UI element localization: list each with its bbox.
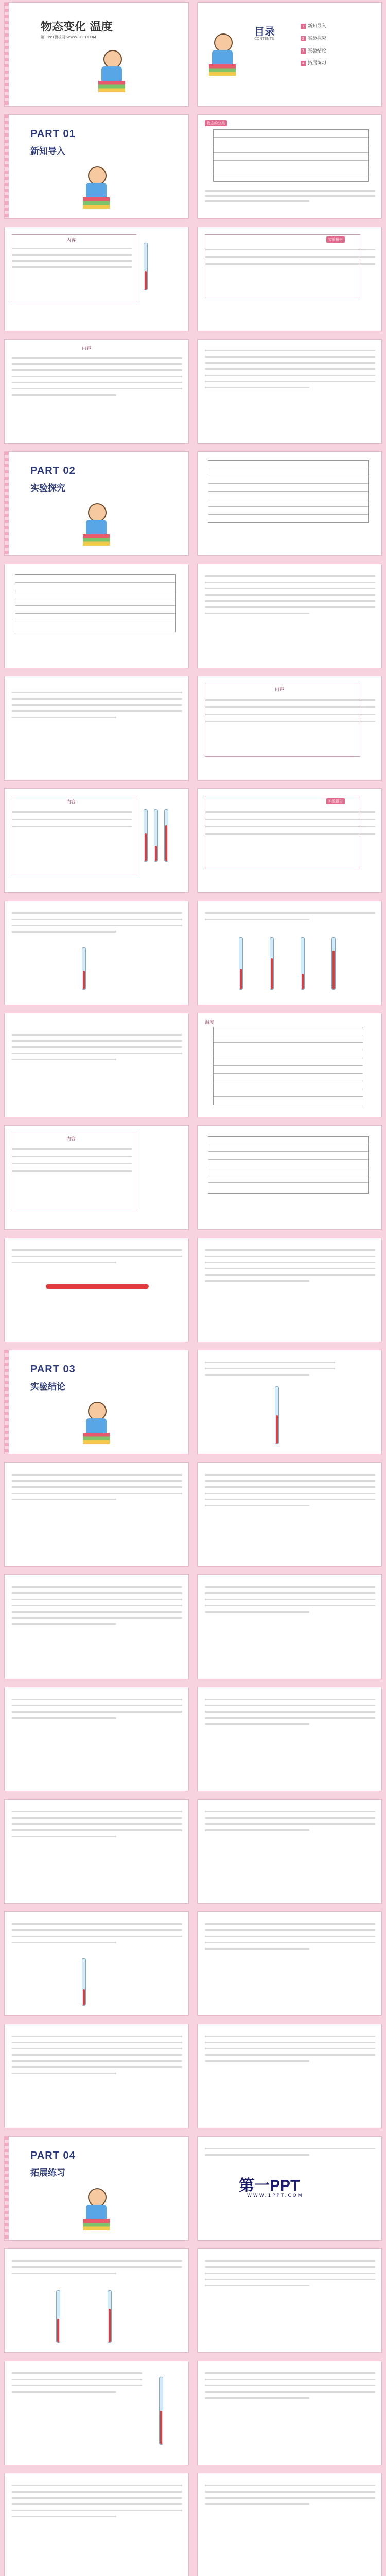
cover-title: 物态变化 温度	[41, 21, 113, 33]
kid-illustration	[82, 503, 111, 547]
content-box	[12, 796, 136, 874]
decorative-strip	[5, 115, 9, 218]
slide-exp-table	[4, 564, 189, 668]
data-table	[213, 129, 369, 182]
slide-question-1	[4, 1238, 189, 1342]
slide-text-13	[197, 1911, 382, 2016]
slide-text-10	[4, 1799, 189, 1904]
content-box	[12, 234, 136, 302]
slide-thermometers	[197, 901, 382, 1005]
part-label: PART 02	[30, 465, 76, 477]
data-table	[15, 574, 176, 632]
slide-part04	[4, 2136, 189, 2241]
thermometer-image	[270, 937, 274, 990]
part-title: 拓展练习	[30, 2168, 65, 2178]
thermometer-image	[239, 937, 243, 990]
slide-part02	[4, 451, 189, 556]
slide-content-1	[4, 227, 189, 331]
data-table	[208, 460, 369, 523]
kid-illustration	[208, 33, 237, 77]
content-box	[205, 684, 360, 757]
slide-text-12	[4, 1911, 189, 2016]
slide-content-5	[4, 788, 189, 893]
toc-heading: 目录	[254, 25, 275, 38]
slide-text-9	[197, 1687, 382, 1791]
slide-classify	[197, 114, 382, 219]
slide-text-5	[197, 1462, 382, 1567]
slide-content-6	[197, 788, 382, 893]
data-table	[213, 1027, 363, 1105]
thermometer-image	[154, 809, 158, 862]
part-label: PART 01	[30, 128, 76, 140]
thermometer-image	[275, 1386, 279, 1444]
slide-practice-2	[197, 2248, 382, 2353]
thermometer-image	[82, 947, 86, 990]
kid-reading-illustration	[97, 50, 126, 93]
content-label: 内容	[275, 687, 285, 692]
toc-heading-en: CONTENTS	[254, 37, 274, 41]
slide-content-7	[4, 1125, 189, 1230]
slide-toc	[197, 2, 382, 107]
decorative-strip	[5, 2137, 9, 2240]
slide-text-8	[4, 1687, 189, 1791]
slide-text-11	[197, 1799, 382, 1904]
slide-table-3	[197, 1125, 382, 1230]
slide-answer-2	[197, 564, 382, 668]
content-label: 内容	[66, 800, 76, 805]
slide-practice-6	[197, 2473, 382, 2576]
toc-item-1[interactable]: 1 新知导入	[301, 22, 326, 29]
slide-text-2	[4, 901, 189, 1005]
slide-question-2	[197, 1350, 382, 1454]
slide-practice-4	[197, 2361, 382, 2465]
toc-item-2[interactable]: 2 实验探究	[301, 35, 326, 41]
thermometer-image	[159, 2377, 163, 2445]
content-label: 内容	[66, 1137, 76, 1142]
kid-illustration	[82, 1402, 111, 1445]
slide-text-1	[4, 676, 189, 781]
slide-practice-5	[4, 2473, 189, 2576]
slide-answer-3	[197, 1238, 382, 1342]
brand-sub: WWW.1PPT.COM	[247, 2193, 304, 2198]
slide-summary-table	[197, 1013, 382, 1117]
thermometer-image	[301, 937, 305, 990]
slide-cover	[4, 2, 189, 107]
toc-item-3[interactable]: 3 实验结论	[301, 47, 326, 54]
slide-tag: 实验报告	[326, 798, 345, 804]
thermometer-image	[56, 2290, 60, 2343]
slide-brand	[197, 2136, 382, 2241]
slide-practice-1	[4, 2248, 189, 2353]
kid-illustration	[82, 166, 111, 210]
slide-content-4	[197, 676, 382, 781]
part-title: 实验结论	[30, 1382, 65, 1392]
decorative-strip	[5, 3, 9, 106]
part-label: PART 03	[30, 1364, 76, 1375]
thermometer-horizontal	[46, 1284, 149, 1289]
slide-answer-1	[197, 339, 382, 444]
content-box	[205, 796, 360, 869]
slide-tag: 物态的分类	[205, 120, 227, 126]
thermometer-image	[164, 809, 168, 862]
slide-content-3	[4, 339, 189, 444]
slide-text-14	[4, 2024, 189, 2128]
decorative-strip	[5, 1350, 9, 1454]
thermometer-image	[331, 937, 336, 990]
content-box	[12, 1133, 136, 1211]
data-table	[208, 1136, 369, 1194]
kid-illustration	[82, 2188, 111, 2231]
slide-text-15	[197, 2024, 382, 2128]
part-label: PART 04	[30, 2150, 76, 2161]
slide-practice-3	[4, 2361, 189, 2465]
part-title: 实验探究	[30, 483, 65, 493]
slide-text-3	[4, 1013, 189, 1117]
slide-table-2	[197, 451, 382, 556]
slide-tag: 实验报告	[326, 236, 345, 243]
thermometer-image	[144, 243, 148, 290]
summary-label: 温度	[205, 1020, 215, 1025]
thermometer-image	[108, 2290, 112, 2343]
toc-item-4[interactable]: 4 拓展练习	[301, 59, 326, 66]
thermometer-image	[144, 809, 148, 862]
thermometer-image	[82, 1958, 86, 2006]
part-title: 新知导入	[30, 146, 65, 156]
slide-text-7	[197, 1574, 382, 1679]
slide-content-2	[197, 227, 382, 331]
slide-part03	[4, 1350, 189, 1454]
slide-part01	[4, 114, 189, 219]
decorative-strip	[5, 452, 9, 555]
content-box	[205, 234, 360, 297]
slide-text-4	[4, 1462, 189, 1567]
cover-subtitle: 第一PPT模板网-WWW.1PPT.COM	[41, 35, 96, 39]
slide-text-6	[4, 1574, 189, 1679]
brand-logo: 第一PPT	[239, 2177, 300, 2194]
content-label: 内容	[66, 238, 76, 243]
content-label: 内容	[82, 346, 92, 351]
